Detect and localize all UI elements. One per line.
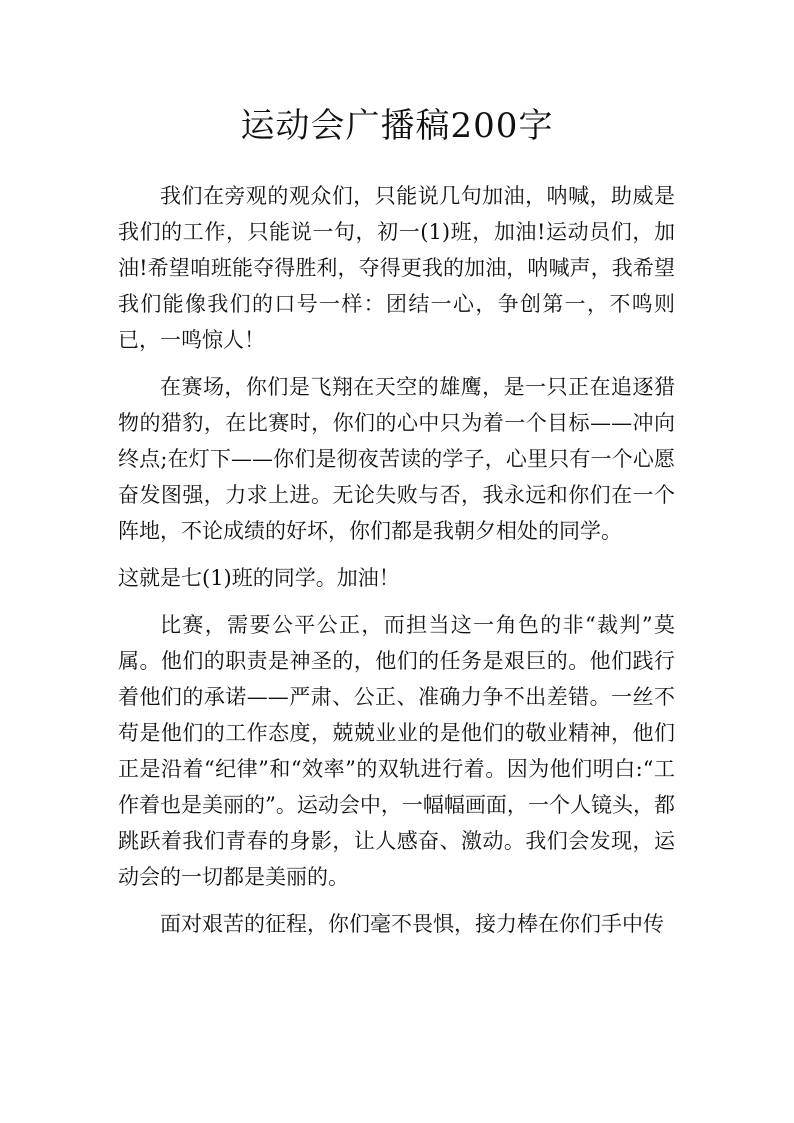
paragraph-relay: 面对艰苦的征程，你们毫不畏惧，接力棒在你们手中传 — [160, 912, 664, 936]
document-title: 运动会广播稿200字 — [240, 106, 554, 146]
paragraph-class-cheer: 这就是七(1)班的同学。加油！ — [118, 566, 400, 590]
paragraph-eagle: 在赛场，你们是飞翔在天空的雄鹰，是一只正在追逐猎物的猎豹，在比赛时，你们的心中只为着一个目标——冲向终点;在灯下——你们是彻夜苦读的学子，心里只有一个心愿奋发图强，力求上进。无论失败与否，我永远和你们在一个阵地，不论成绩的好坏，你们都是我朝夕相处的同学。 — [118, 375, 675, 543]
paragraph-referee: 比赛，需要公平公正，而担当这一角色的非“裁判”莫属。他们的职责是神圣的，他们的任务是艰巨的。他们践行着他们的承诺——严肃、公正、准确力争不出差错。一丝不苟是他们的工作态度，兢兢业业的是他们的敬业精神，他们正是沿着“纪律”和“效率”的双轨进行着。因为他们明白:“工作着也是美丽的”。运动会中，一幅幅画面，一个人镜头，都跳跃着我们青春的身影，让人感奋、激动。我们会发现，运动会的一切都是美丽的。 — [118, 613, 675, 889]
paragraph-cheering: 我们在旁观的观众们，只能说几句加油，呐喊，助威是我们的工作，只能说一句，初一(1)班，加油!运动员们，加油!希望咱班能夺得胜利，夺得更我的加油，呐喊声，我希望我们能像我们的口号一样：团结一心，争创第一，不鸣则已，一鸣惊人！ — [118, 184, 675, 352]
document-body — [118, 178, 675, 953]
